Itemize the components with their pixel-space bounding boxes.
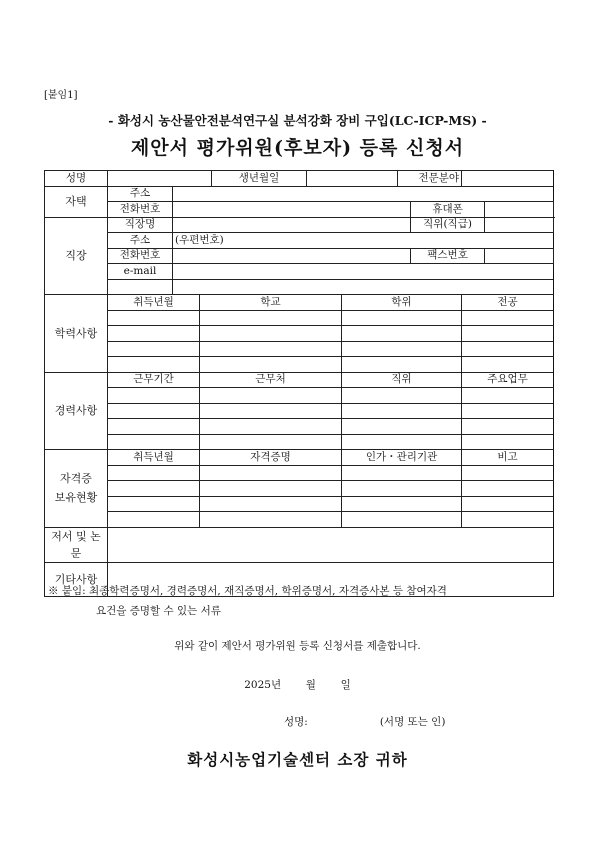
document-title: 제안서 평가위원(후보자) 등록 신청서 [130,137,465,159]
fax-input[interactable] [485,248,554,264]
attachment-label: [붙임1] [44,90,78,101]
date-year: 2025년 [244,679,282,691]
education-header-major: 전공 [462,295,554,311]
education-cell[interactable] [342,326,462,342]
home-phone-input[interactable] [173,202,411,218]
cert-row [45,481,554,497]
education-row [45,357,554,373]
signature-line [284,714,445,729]
education-header-degree: 학위 [342,295,462,311]
education-cell[interactable] [108,341,200,357]
career-cell[interactable] [200,388,342,404]
cert-cell[interactable] [342,512,462,528]
education-section-label: 학력사항 [45,295,108,373]
cert-label-line2: 보유현황 [54,491,98,505]
education-row [45,341,554,357]
education-cell[interactable] [200,341,342,357]
education-cell[interactable] [462,326,554,342]
career-cell[interactable] [342,419,462,435]
education-cell[interactable] [342,310,462,326]
attachment-note [48,581,558,621]
name-label: 성명 [45,171,108,187]
cert-row [45,512,554,528]
work-blank-label [108,279,173,295]
career-row [45,403,554,419]
submission-date [0,677,595,692]
company-label: 직장명 [108,217,173,233]
cert-header-date: 취득년월 [108,450,200,466]
work-phone-input[interactable] [173,248,411,264]
cert-cell[interactable] [200,512,342,528]
company-input[interactable] [173,217,411,233]
mobile-label: 휴대폰 [411,202,485,218]
career-header-position: 직위 [342,372,462,388]
signature-label: 성명: [284,716,308,728]
cert-cell[interactable] [200,465,342,481]
birth-input-cell[interactable] [307,171,398,187]
papers-input[interactable] [108,527,554,562]
education-header-date: 취득년월 [108,295,200,311]
education-cell[interactable] [200,310,342,326]
cert-header-issuer: 인가・관리기관 [342,450,462,466]
education-cell[interactable] [462,357,554,373]
career-cell[interactable] [462,403,554,419]
career-cell[interactable] [462,419,554,435]
cert-cell[interactable] [462,512,554,528]
career-cell[interactable] [108,434,200,450]
career-cell[interactable] [342,434,462,450]
addressee: 화성시농업기술센터 소장 귀하 [187,750,408,769]
date-month: 월 [305,679,316,691]
cert-cell[interactable] [462,481,554,497]
career-cell[interactable] [108,403,200,419]
document-subtitle: - 화성시 농산물안전분석연구실 분석강화 장비 구입(LC-ICP-MS) - [108,113,487,128]
cert-row [45,465,554,481]
home-phone-label: 전화번호 [108,202,173,218]
position-input[interactable] [485,217,554,233]
cert-cell[interactable] [462,465,554,481]
cert-section-label [45,450,108,528]
cert-cell[interactable] [108,496,200,512]
home-address-input[interactable] [173,186,554,202]
email-input[interactable] [173,264,554,280]
cert-label-line1: 자격증 [60,472,92,486]
cert-cell[interactable] [342,496,462,512]
cert-cell[interactable] [108,512,200,528]
work-blank-input[interactable] [173,279,554,295]
education-row [45,310,554,326]
cert-cell[interactable] [342,481,462,497]
career-header-period: 근무기간 [108,372,200,388]
career-cell[interactable] [462,434,554,450]
education-cell[interactable] [108,326,200,342]
career-header-workplace: 근무처 [200,372,342,388]
note-line-1: ※ 붙임: 최종학력증명서, 경력증명서, 재직증명서, 학위증명서, 자격증사본 등 참여자격 [48,585,447,597]
note-line-2: 요건을 증명할 수 있는 서류 [96,605,221,617]
cert-cell[interactable] [200,496,342,512]
cert-cell[interactable] [462,496,554,512]
cert-row [45,496,554,512]
career-section-label: 경력사항 [45,372,108,450]
home-address-label: 주소 [108,186,173,202]
education-cell[interactable] [108,310,200,326]
date-day: 일 [340,679,351,691]
education-row [45,326,554,342]
cert-cell[interactable] [108,465,200,481]
work-section-label: 직장 [45,217,108,295]
birth-label: 생년월일 [212,171,307,187]
career-cell[interactable] [342,403,462,419]
education-cell[interactable] [200,357,342,373]
career-row [45,419,554,435]
cert-cell[interactable] [108,481,200,497]
education-cell[interactable] [462,341,554,357]
field-input-cell[interactable] [462,171,554,187]
career-row [45,388,554,404]
cert-header-name: 자격증명 [200,450,342,466]
cert-cell[interactable] [200,481,342,497]
career-cell[interactable] [108,419,200,435]
career-cell[interactable] [200,403,342,419]
education-cell[interactable] [342,357,462,373]
other-label: 기타사항 [45,562,108,596]
cert-header-remarks: 비고 [462,450,554,466]
signature-placeholder[interactable]: (서명 또는 인) [379,716,446,728]
education-cell[interactable] [462,310,554,326]
career-header-duties: 주요업무 [462,372,554,388]
fax-label: 팩스번호 [411,248,485,264]
email-label: e-mail [108,264,173,280]
education-header-school: 학교 [200,295,342,311]
career-cell[interactable] [200,419,342,435]
work-address-input[interactable] [173,233,554,249]
mobile-input[interactable] [485,202,554,218]
work-phone-label: 전화번호 [108,248,173,264]
career-cell[interactable] [108,388,200,404]
position-label: 직위(직급) [411,217,485,233]
postal-code-placeholder: (우편번호) [175,233,224,246]
career-cell[interactable] [462,388,554,404]
education-cell[interactable] [342,341,462,357]
career-cell[interactable] [200,434,342,450]
home-section-label: 자택 [45,186,108,217]
field-label: 전문분야 [398,171,462,187]
name-input-cell[interactable] [108,171,212,187]
cert-cell[interactable] [342,465,462,481]
work-address-label: 주소 [108,233,173,249]
declaration-text: 위와 같이 제안서 평가위원 등록 신청서를 제출합니다. [174,640,421,652]
education-cell[interactable] [108,357,200,373]
career-cell[interactable] [342,388,462,404]
application-form-table [44,170,554,597]
career-row [45,434,554,450]
papers-label: 저서 및 논문 [45,527,108,562]
education-cell[interactable] [200,326,342,342]
